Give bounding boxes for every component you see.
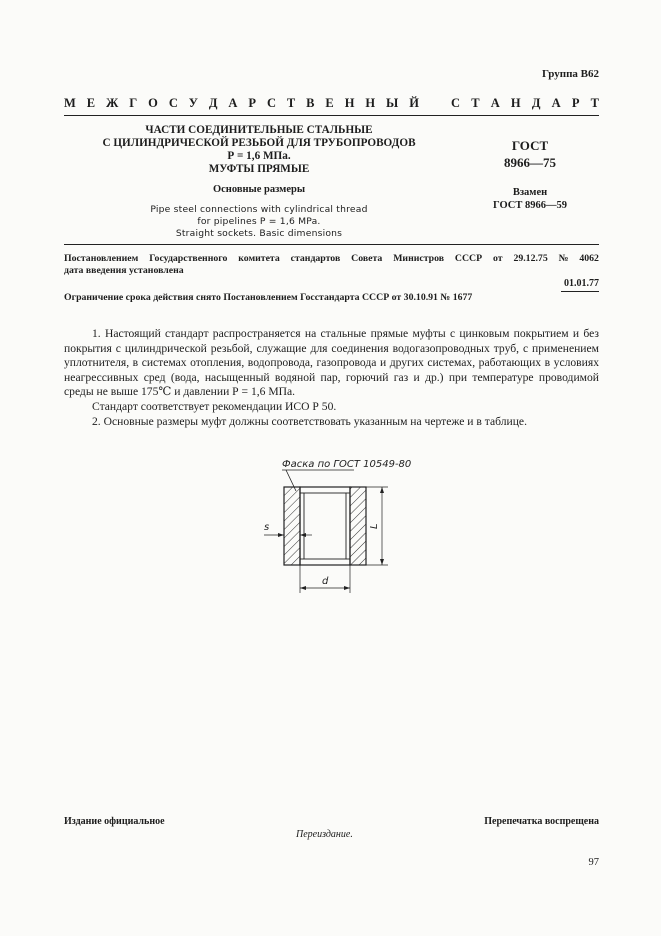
gost-label: ГОСТ (511, 138, 549, 153)
header-letter: Ж (106, 96, 119, 110)
english-title (64, 204, 454, 240)
header-letter: Н (344, 96, 355, 110)
header-letter: Р (248, 96, 257, 110)
l-arrow-bottom (380, 559, 384, 565)
decree-word: Совета (351, 253, 383, 264)
reprint-prohibited: Перепечатка воспрещена (484, 816, 599, 827)
l-arrow-top (380, 487, 384, 493)
decree-word: от (492, 253, 503, 264)
document-subtitle: Основные размеры (212, 184, 306, 195)
page-number: 97 (588, 857, 599, 868)
d-arrow-left (300, 586, 306, 590)
right-wall (350, 487, 366, 565)
decree-word: СССР (454, 253, 483, 264)
header-letter: А (228, 96, 238, 110)
decree-word: Постановлением (64, 253, 139, 264)
decree-word: Государственного (149, 253, 228, 264)
english-title-line-3: Straight sockets. Basic dimensions (175, 228, 343, 239)
decree-word: стандартов (290, 253, 341, 264)
decree-word: Министров (393, 253, 445, 264)
paragraph-2: Стандарт соответствует рекомендации ИСО Р 50. (92, 399, 337, 413)
standard-header (64, 96, 599, 111)
header-letter: А (490, 96, 500, 110)
header-letter: С (168, 96, 178, 110)
header-letter: Д (531, 96, 541, 110)
paragraph-3: 2. Основные размеры муфт должны соответствовать указанным на чертеже и в таблице. (92, 414, 527, 428)
header-letter: Й (409, 96, 419, 110)
title-line-1: ЧАСТИ СОЕДИНИТЕЛЬНЫЕ СТАЛЬНЫЕ (145, 124, 373, 136)
s-arrow-left (278, 533, 284, 537)
label-d: d (322, 576, 329, 587)
decree-word: комитета (238, 253, 280, 264)
decree-line-1 (64, 253, 599, 265)
header-letter: Р (571, 96, 580, 110)
paragraph-1: 1. Настоящий стандарт распространяется на стальные прямые муфты с цинковым покрытием и без покрытия с цилиндрической резьбой, служащие для соединения водогазопроводных труб, с применением уплотнителя, в системах отопления, водопровода, газопровода и других системах, работающих в условиях неагрессивных сред (вода, насыщенный водяной пар, горючий газ и др.) при температуре проводимой среды не выше 175℃ и давлении Р = 1,6 МПа. (64, 327, 599, 399)
chamfer-callout (282, 459, 411, 491)
title-line-2: С ЦИЛИНДРИЧЕСКОЙ РЕЗЬБОЙ ДЛЯ ТРУБОПРОВОДОВ (102, 137, 416, 149)
replaces-number: ГОСТ 8966—59 (493, 200, 567, 211)
official-edition: Издание официальное (64, 816, 165, 827)
limit-text: Ограничение срока действия снято Постановлением Госстандарта СССР от 30.10.91 № 1677 (64, 292, 473, 303)
decree-word: № (558, 253, 569, 264)
decree-line-2: дата введения установлена (64, 265, 184, 276)
group-label: Группа В62 (541, 68, 599, 80)
dimension-d (300, 565, 350, 593)
header-letter: Г (129, 96, 138, 110)
replaces-block (470, 186, 590, 212)
body-text (64, 327, 599, 429)
header-letter: С (451, 96, 461, 110)
header-letter: С (266, 96, 276, 110)
header-letter: Н (510, 96, 521, 110)
decree-word: 29.12.75 (513, 253, 548, 264)
gost-designation (470, 137, 590, 171)
dimension-l (366, 487, 388, 565)
thread-outline (304, 493, 346, 559)
english-title-line-1: Pipe steel connections with cylindrical thread (150, 204, 368, 215)
header-rule (64, 115, 599, 116)
header-letter: Д (208, 96, 218, 110)
d-arrow-right (344, 586, 350, 590)
header-letter: О (148, 96, 158, 110)
header-letter: Е (325, 96, 334, 110)
date-underline (561, 291, 599, 292)
socket-body (284, 487, 366, 565)
title-line-3: Р = 1,6 МПа. (227, 150, 291, 162)
socket-drawing (248, 455, 418, 605)
document-title (64, 124, 454, 176)
replaces-label: Взамен (512, 187, 548, 198)
introduction-date: 01.01.77 (564, 278, 599, 289)
left-wall (284, 487, 300, 565)
header-letter: Т (590, 96, 599, 110)
header-letter: Ы (386, 96, 399, 110)
gost-number: 8966—75 (504, 155, 556, 170)
header-letter: Н (365, 96, 376, 110)
decree-rule (64, 244, 599, 245)
bore-outline (300, 487, 350, 565)
header-letter: У (188, 96, 198, 110)
label-l: L (369, 523, 380, 529)
decree-text (64, 253, 599, 277)
header-letter: Т (471, 96, 480, 110)
english-title-line-2: for pipelines P = 1,6 MPa. (197, 216, 321, 227)
header-letter: М (64, 96, 76, 110)
reissue-note: Переиздание. (296, 829, 353, 840)
header-letter: Е (86, 96, 96, 110)
standard-word-standard (451, 96, 599, 111)
decree-word: 4062 (579, 253, 599, 264)
chamfer-label: Фаска по ГОСТ 10549-80 (282, 459, 412, 470)
header-letter: В (306, 96, 315, 110)
title-line-4: МУФТЫ ПРЯМЫЕ (208, 163, 310, 175)
header-letter: Т (286, 96, 296, 110)
header-letter: А (551, 96, 561, 110)
label-s: s (264, 522, 270, 533)
standard-word-interstate (64, 96, 419, 111)
